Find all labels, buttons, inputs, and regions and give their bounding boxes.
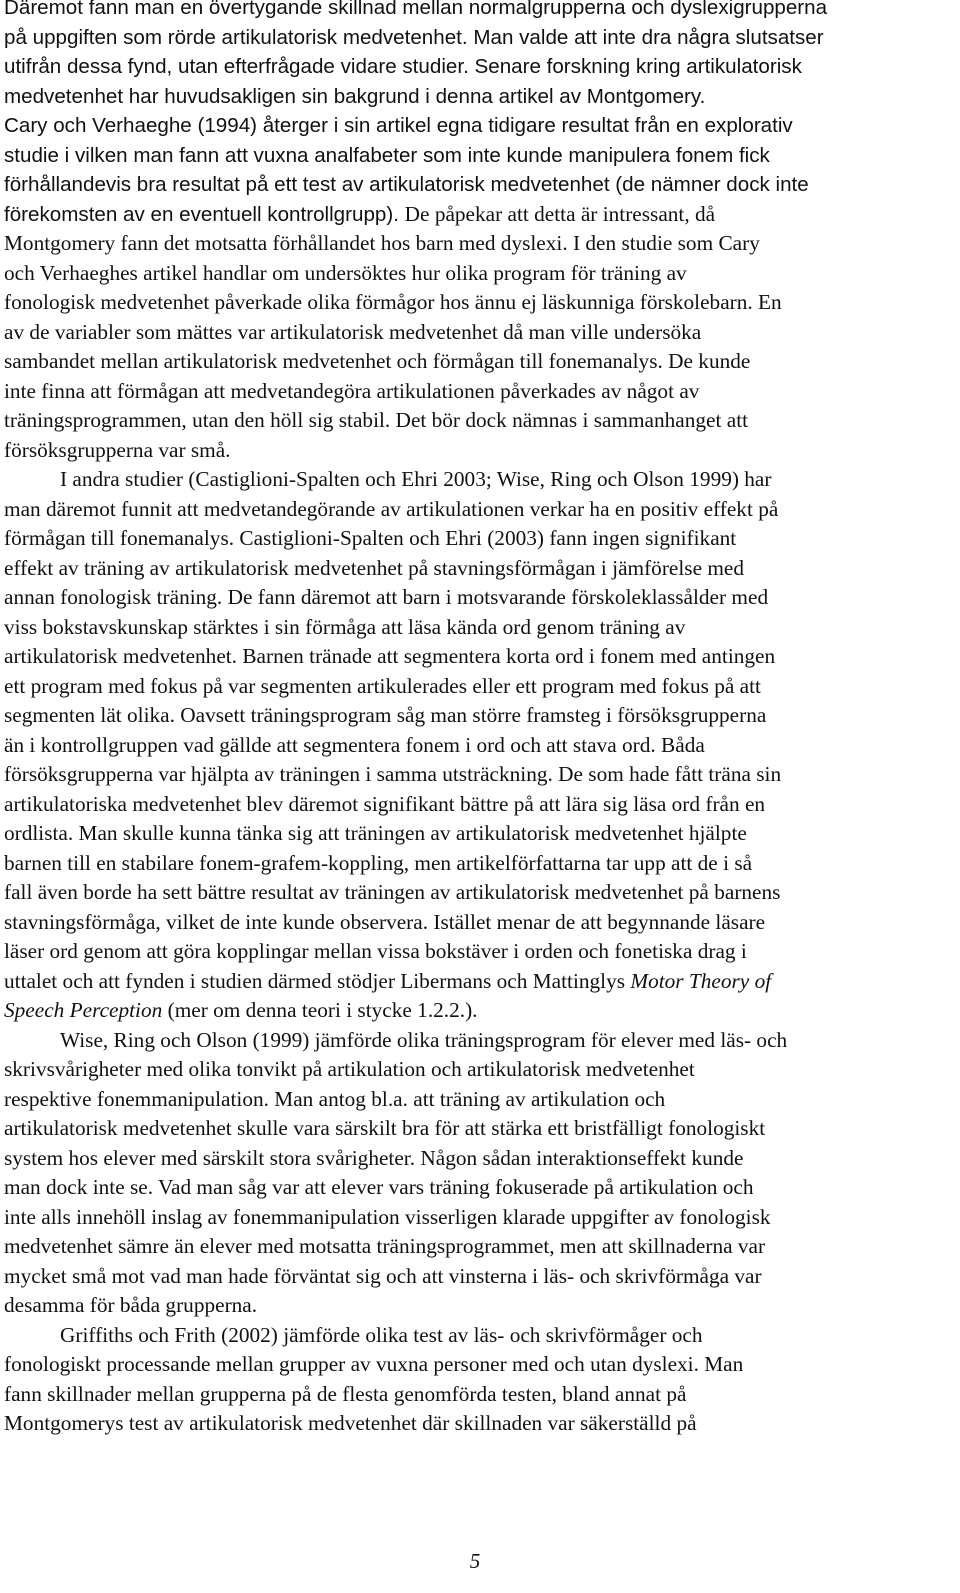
text-line — [4, 849, 950, 879]
text-segment: förekomsten av en eventuell kontrollgrupp). — [4, 202, 405, 226]
text-segment: läser ord genom att göra kopplingar mellan vissa bokstäver i orden och fonetiska drag i — [4, 939, 747, 963]
text-line — [4, 1380, 950, 1410]
text-segment: Montgomery fann det motsatta förhållandet hos barn med dyslexi. I den studie som Cary — [4, 231, 760, 255]
text-line — [4, 613, 950, 643]
text-line — [4, 0, 950, 23]
text-segment: förhållandevis bra resultat på ett test av artikulatorisk medvetenhet (de nämner dock inte — [4, 173, 809, 196]
text-line — [4, 259, 950, 289]
text-line — [4, 82, 950, 112]
text-line — [4, 1085, 950, 1115]
text-line — [4, 583, 950, 613]
text-segment: sambandet mellan artikulatorisk medvetenhet och förmågan till fonemanalys. De kunde — [4, 349, 751, 373]
text-segment: medvetenhet sämre än elever med motsatta träningsprogrammet, men att skillnaderna var — [4, 1234, 766, 1258]
text-line — [4, 524, 950, 554]
text-segment: fonologiskt processande mellan grupper av vuxna personer med och utan dyslexi. Man — [4, 1352, 744, 1376]
text-line — [4, 642, 950, 672]
text-segment: system hos elever med särskilt stora svårigheter. Någon sådan interaktionseffekt kunde — [4, 1145, 744, 1170]
text-line — [4, 436, 950, 466]
text-segment: fall även borde ha sett bättre resultat av träningen av artikulatorisk medvetenhet på barnens — [4, 880, 781, 904]
text-line — [4, 672, 950, 702]
text-line — [4, 1026, 950, 1056]
text-line — [4, 52, 950, 82]
text-segment: artikulatorisk medvetenhet. Barnen tränade att segmentera korta ord i fonem med antingen — [4, 644, 776, 668]
text-segment: Montgomerys test av artikulatorisk medvetenhet där skillnaden var säkerställd på — [4, 1411, 697, 1435]
text-segment: och Verhaeghes artikel handlar om undersöktes hur olika program för träning av — [4, 260, 687, 285]
text-line — [4, 377, 950, 407]
text-line — [4, 318, 950, 348]
text-segment: försöksgrupperna var små. — [4, 437, 231, 462]
text-line — [4, 1144, 950, 1174]
text-segment: Wise, Ring och Olson (1999) jämförde olika träningsprogram för elever med läs- och — [60, 1027, 788, 1052]
text-line — [4, 701, 950, 731]
text-line — [4, 465, 950, 495]
text-segment: effekt av träning av artikulatorisk medvetenhet på stavningsförmågan i jämförelse med — [4, 555, 745, 580]
text-line — [4, 1203, 950, 1233]
text-segment: Griffiths och Frith (2002) jämförde olika test av läs- och skrivförmåger och — [60, 1322, 703, 1347]
text-line — [4, 908, 950, 938]
text-segment: utifrån dessa fynd, utan efterfrågade vidare studier. Senare forskning kring artikulatorisk — [4, 55, 802, 78]
text-line — [4, 1055, 950, 1085]
text-segment: på uppgiften som rörde artikulatorisk medvetenhet. Man valde att inte dra några slutsatser — [4, 25, 824, 49]
text-segment: viss bokstavskunskap stärktes i sin förmåga att läsa kända ord genom träning av — [4, 614, 686, 639]
text-line — [4, 937, 950, 967]
text-line — [4, 731, 950, 761]
text-segment: ordlista. Man skulle kunna tänka sig att träningen av artikulatorisk medvetenhet hjälpte — [4, 821, 747, 845]
text-segment: av de variabler som mättes var artikulatorisk medvetenhet då man ville undersöka — [4, 319, 702, 344]
text-segment: studie i vilken man fann att vuxna analfabeter som inte kunde manipulera fonem fick — [4, 143, 770, 167]
text-segment: artikulatoriska medvetenhet blev däremot signifikant bättre på att lära sig läsa ord från en — [4, 791, 766, 816]
page-number: 5 — [469, 1549, 481, 1573]
text-segment: segmenten lät olika. Oavsett träningsprogram såg man större framsteg i försöksgrupperna — [4, 703, 767, 727]
text-segment: Cary och Verhaeghe (1994) återger i sin artikel egna tidigare resultat från en explorativ — [4, 114, 793, 137]
text-segment: inte finna att förmågan att medvetandegöra artikulationen påverkades av något av — [4, 378, 700, 403]
text-line — [4, 1232, 950, 1262]
text-line — [4, 111, 950, 141]
text-segment: desamma för båda grupperna. — [4, 1293, 258, 1317]
text-line — [4, 878, 950, 908]
text-line — [4, 760, 950, 790]
text-segment: inte alls innehöll inslag av fonemmanipulation visserligen klarade uppgifter av fonologisk — [4, 1204, 771, 1229]
text-segment: än i kontrollgruppen vad gällde att segmentera fonem i ord och att stava ord. Båda — [4, 732, 705, 757]
text-line — [4, 1321, 950, 1351]
text-line — [4, 554, 950, 584]
text-segment: skrivsvårigheter med olika tonvikt på artikulation och artikulatorisk medvetenhet — [4, 1057, 695, 1081]
text-segment: stavningsförmåga, vilket de inte kunde observera. Istället menar de att begynnande läsare — [4, 909, 766, 934]
text-line — [4, 347, 950, 377]
text-segment: (mer om denna teori i stycke 1.2.2.). — [162, 998, 478, 1022]
text-line — [4, 967, 950, 997]
document-page — [4, 0, 950, 1439]
text-line — [4, 141, 950, 171]
text-segment: respektive fonemmanipulation. Man antog bl.a. att träning av artikulation och — [4, 1086, 666, 1111]
text-segment: uttalet och att fynden i studien därmed stödjer Libermans och Mattinglys — [4, 968, 631, 993]
text-line — [4, 170, 950, 200]
text-segment: artikulatorisk medvetenhet skulle vara särskilt bra för att stärka ett bristfälligt fonologiskt — [4, 1116, 766, 1140]
text-segment: förmågan till fonemanalys. Castiglioni-Spalten och Ehri (2003) fann ingen signifikant — [4, 526, 737, 550]
text-segment: mycket små mot vad man hade förväntat sig och att vinsterna i läs- och skrivförmåga var — [4, 1263, 762, 1288]
text-line — [4, 495, 950, 525]
text-segment: försöksgrupperna var hjälpta av träningen i samma utsträckning. De som hade fått träna sin — [4, 762, 782, 786]
text-line — [4, 1262, 950, 1292]
text-segment: barnen till en stabilare fonem-grafem-koppling, men artikelförfattarna tar upp att de i så — [4, 850, 753, 875]
text-line — [4, 229, 950, 259]
italic-text-segment: Speech Perception — [4, 998, 163, 1022]
text-line — [4, 406, 950, 436]
text-segment: medvetenhet har huvudsakligen sin bakgrund i denna artikel av Montgomery. — [4, 84, 706, 108]
text-line — [4, 200, 950, 230]
text-segment: man däremot funnit att medvetandegörande av artikulationen verkar ha en positiv effekt på — [4, 496, 779, 521]
text-segment: I andra studier (Castiglioni-Spalten och Ehri 2003; Wise, Ring och Olson 1999) har — [60, 467, 772, 491]
text-line — [4, 23, 950, 53]
text-line — [4, 996, 950, 1026]
text-line — [4, 819, 950, 849]
text-line — [4, 1291, 950, 1321]
text-line — [4, 1409, 950, 1439]
italic-text-segment: Motor Theory of — [630, 968, 772, 993]
text-line — [4, 1114, 950, 1144]
text-segment: man dock inte se. Vad man såg var att elever vars träning fokuserade på artikulation och — [4, 1175, 754, 1199]
text-line — [4, 1173, 950, 1203]
text-line — [4, 1350, 950, 1380]
text-line — [4, 288, 950, 318]
text-segment: fann skillnader mellan grupperna på de flesta genomförda testen, bland annat på — [4, 1381, 687, 1406]
text-segment: fonologisk medvetenhet påverkade olika förmågor hos ännu ej läskunniga förskolebarn. En — [4, 290, 782, 314]
text-segment: De påpekar att detta är intressant, då — [404, 201, 716, 226]
text-segment: annan fonologisk träning. De fann däremot att barn i motsvarande förskoleklassålder med — [4, 585, 769, 609]
text-segment: träningsprogrammen, utan den höll sig stabil. Det bör dock nämnas i sammanhanget att — [4, 408, 749, 432]
text-line — [4, 790, 950, 820]
text-segment: Däremot fann man en övertygande skillnad mellan normalgrupperna och dyslexigrupperna — [4, 0, 828, 19]
text-segment: ett program med fokus på var segmenten artikulerades eller ett program med fokus på att — [4, 673, 761, 698]
